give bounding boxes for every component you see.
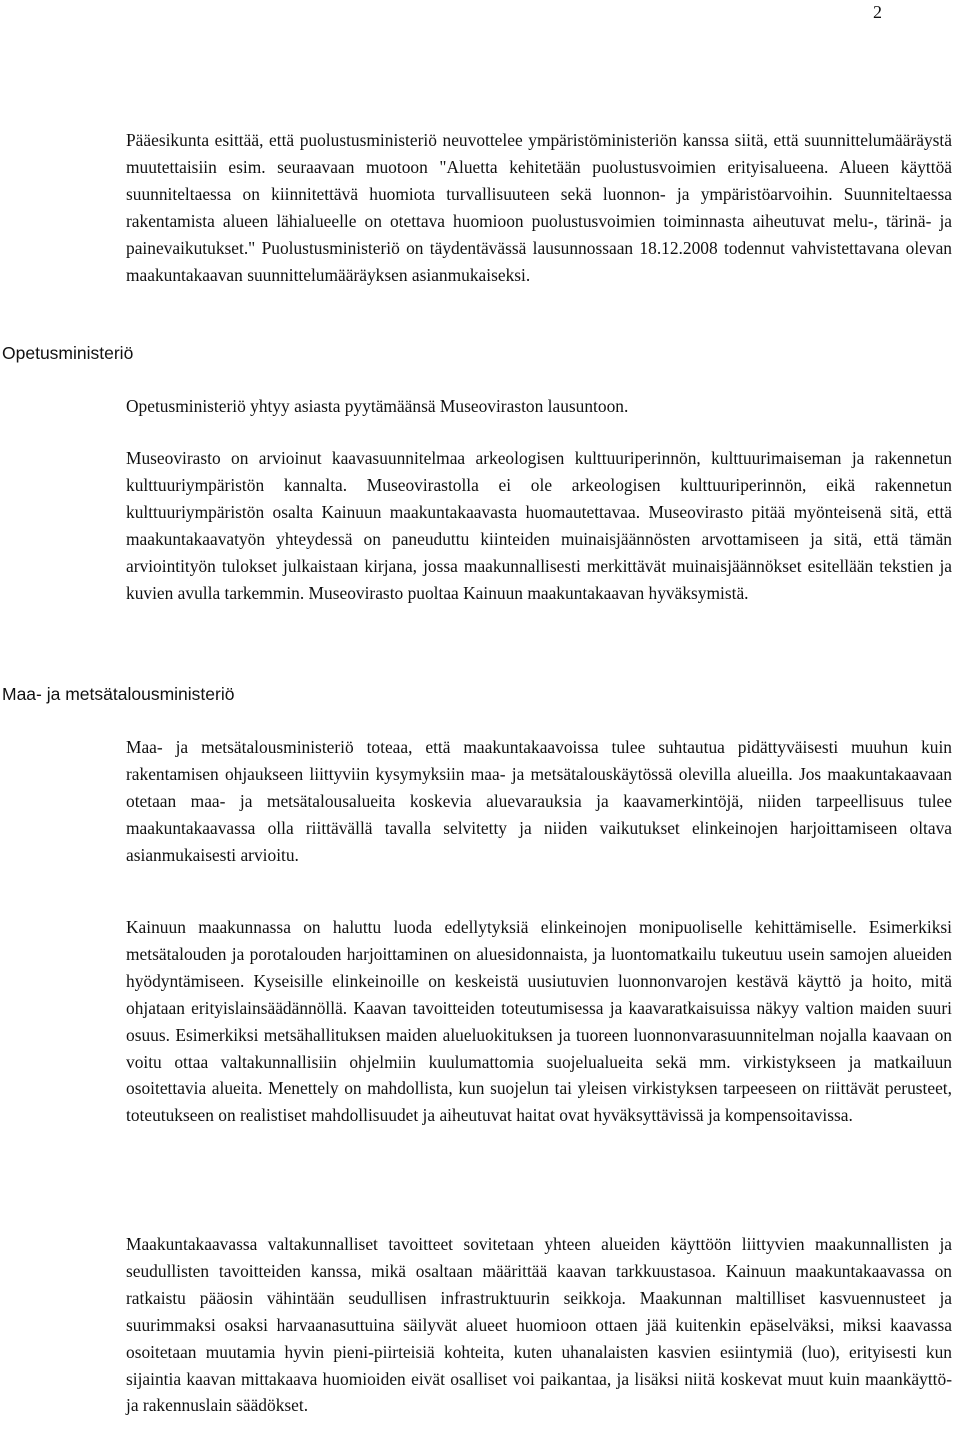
opetusministerio-paragraph-2: Museovirasto on arvioinut kaavasuunnitelmaa arkeologisen kulttuuriperinnön, kulttuurimaiseman ja rakennetun kulttuuriympäristön kannalta. Museovirastolla ei ole arkeologisen kulttuuriperinnön, eikä rakennetun kulttuuriympäristön osalta Kainuun maakuntakaavasta huomautettavaa. Museovirasto pitää myönteisenä sitä, että maakuntakaavatyön yhteydessä on paneuduttu kiinteiden muinaisjäännösten arvottamiseen ja sitä, että tämän arviointityön tulokset julkaistaan kirjana, jossa maakunnallisesti merkittävät muinaisjäännökset esitellään tekstien ja kuvien avulla tarkemmin. Museovirasto puoltaa Kainuun maakuntakaavan hyväksymistä. xyxy=(126,448,952,603)
intro-paragraph: Pääesikunta esittää, että puolustusministeriö neuvottelee ympäristöministeriön kanssa siitä, että suunnittelumääräystä muutettaisiin esim. seuraavaan muotoon "Aluetta kehitetään puolustusvoimien erityisalueena. Alueen käyttöä suunniteltaessa on kiinnitettävä huomiota turvallisuuteen sekä luonnon- ja ympäristöarvoihin. Suunniteltaessa rakentamista alueen lähialueelle on otettava huomioon puolustusvoimien toiminnasta aiheutuvat melu-, tärinä- ja painevaikutukset." Puolustusministeriö on täydentävässä lausunnossaan 18.12.2008 todennut vahvistettavana olevan maakuntakaavan suunnittelumääräyksen asianmukaiseksi. xyxy=(126,130,952,285)
maa-ja-metsatalous-paragraph-1: Maa- ja metsätalousministeriö toteaa, että maakuntakaavoissa tulee suhtautua pidättyväisesti muuhun kuin rakentamisen ohjaukseen liittyviin kysymyksiin maa- ja metsätalouskäytössä olevilla alueilla. Jos maakuntakaavaan otetaan maa- ja metsätalousalueita koskevia aluevarauksia ja kaavamerkintöjä, niiden tarpeellisuus tulee maakuntakaavassa olla riittävällä tavalla selvitetty ja niiden vaikutukset elinkeinojen harjoittamiseen oltava asianmukaisesti arvioitu. xyxy=(126,737,952,865)
section-heading-opetusministerio: Opetusministeriö xyxy=(2,343,134,363)
section-heading-maa-ja-metsatalousministerio: Maa- ja metsätalousministeriö xyxy=(2,684,235,704)
maa-ja-metsatalous-paragraph-3: Maakuntakaavassa valtakunnalliset tavoitteet sovitetaan yhteen alueiden käyttöön liittyvien maakunnallisten ja seudullisten tavoitteiden kanssa, mikä osaltaan määrittää kaavan tarkkuustasoa. Kainuun maakuntakaavassa on ratkaistu pääosin vähintään seudullisen infrastruktuurin seikkoja. Maakunnan maltilliset kasvuennusteet ja suurimmaksi osaksi harvaanasuttuina säilyvät alueet huomioon ottaen jää kuitenkin epäselväksi, miksi kaavassa osoitetaan muutamia hyvin pieni-piirteisiä kohteita, kuten uhanalaisten kasvien esiintymiä (luo), erityisesti kun sijaintia kaavan mittakaava huomioiden eivät osalliset voi paikantaa, ja lisäksi niitä koskevat muut kuin maankäyttö- ja rakennuslain säädökset. xyxy=(126,1234,952,1416)
maa-ja-metsatalous-paragraph-2: Kainuun maakunnassa on haluttu luoda edellytyksiä elinkeinojen monipuoliselle kehittämiselle. Esimerkiksi metsätalouden ja porotalouden harjoittaminen on aluesidonnaista, ja luontomatkailu tukeutuu usein samojen alueiden hyödyntämiseen. Kyseisille elinkeinoille on keskeistä uusiutuvien luonnonvarojen kestävä käyttö ja hoito, mitä ohjataan erityislainsäädännöllä. Kaavan tavoitteiden toteutumisessa ja kaavaratkaisuissa näkyy valtion maiden suuri osuus. Esimerkiksi metsähallituksen maiden alueluokituksen ja tuoreen luonnonvarasuunnitelman nojalla kaavaan on voitu ottaa valtakunnallisiin ohjelmiin kuulumattomia suojelualueita sekä mm. virkistykseen ja matkailuun osoitettavia alueita. Menettely on mahdollista, kun suojelun tai yleisen virkistyksen tarpeeseen on riittävät perusteet, toteutukseen on realistiset mahdollisuudet ja aiheutuvat haitat ovat hyväksyttävissä ja kompensoitavissa. xyxy=(126,917,952,1126)
opetusministerio-paragraph-1: Opetusministeriö yhtyy asiasta pyytämäänsä Museoviraston lausuntoon. xyxy=(126,396,629,416)
page-number: 2 xyxy=(873,2,882,22)
